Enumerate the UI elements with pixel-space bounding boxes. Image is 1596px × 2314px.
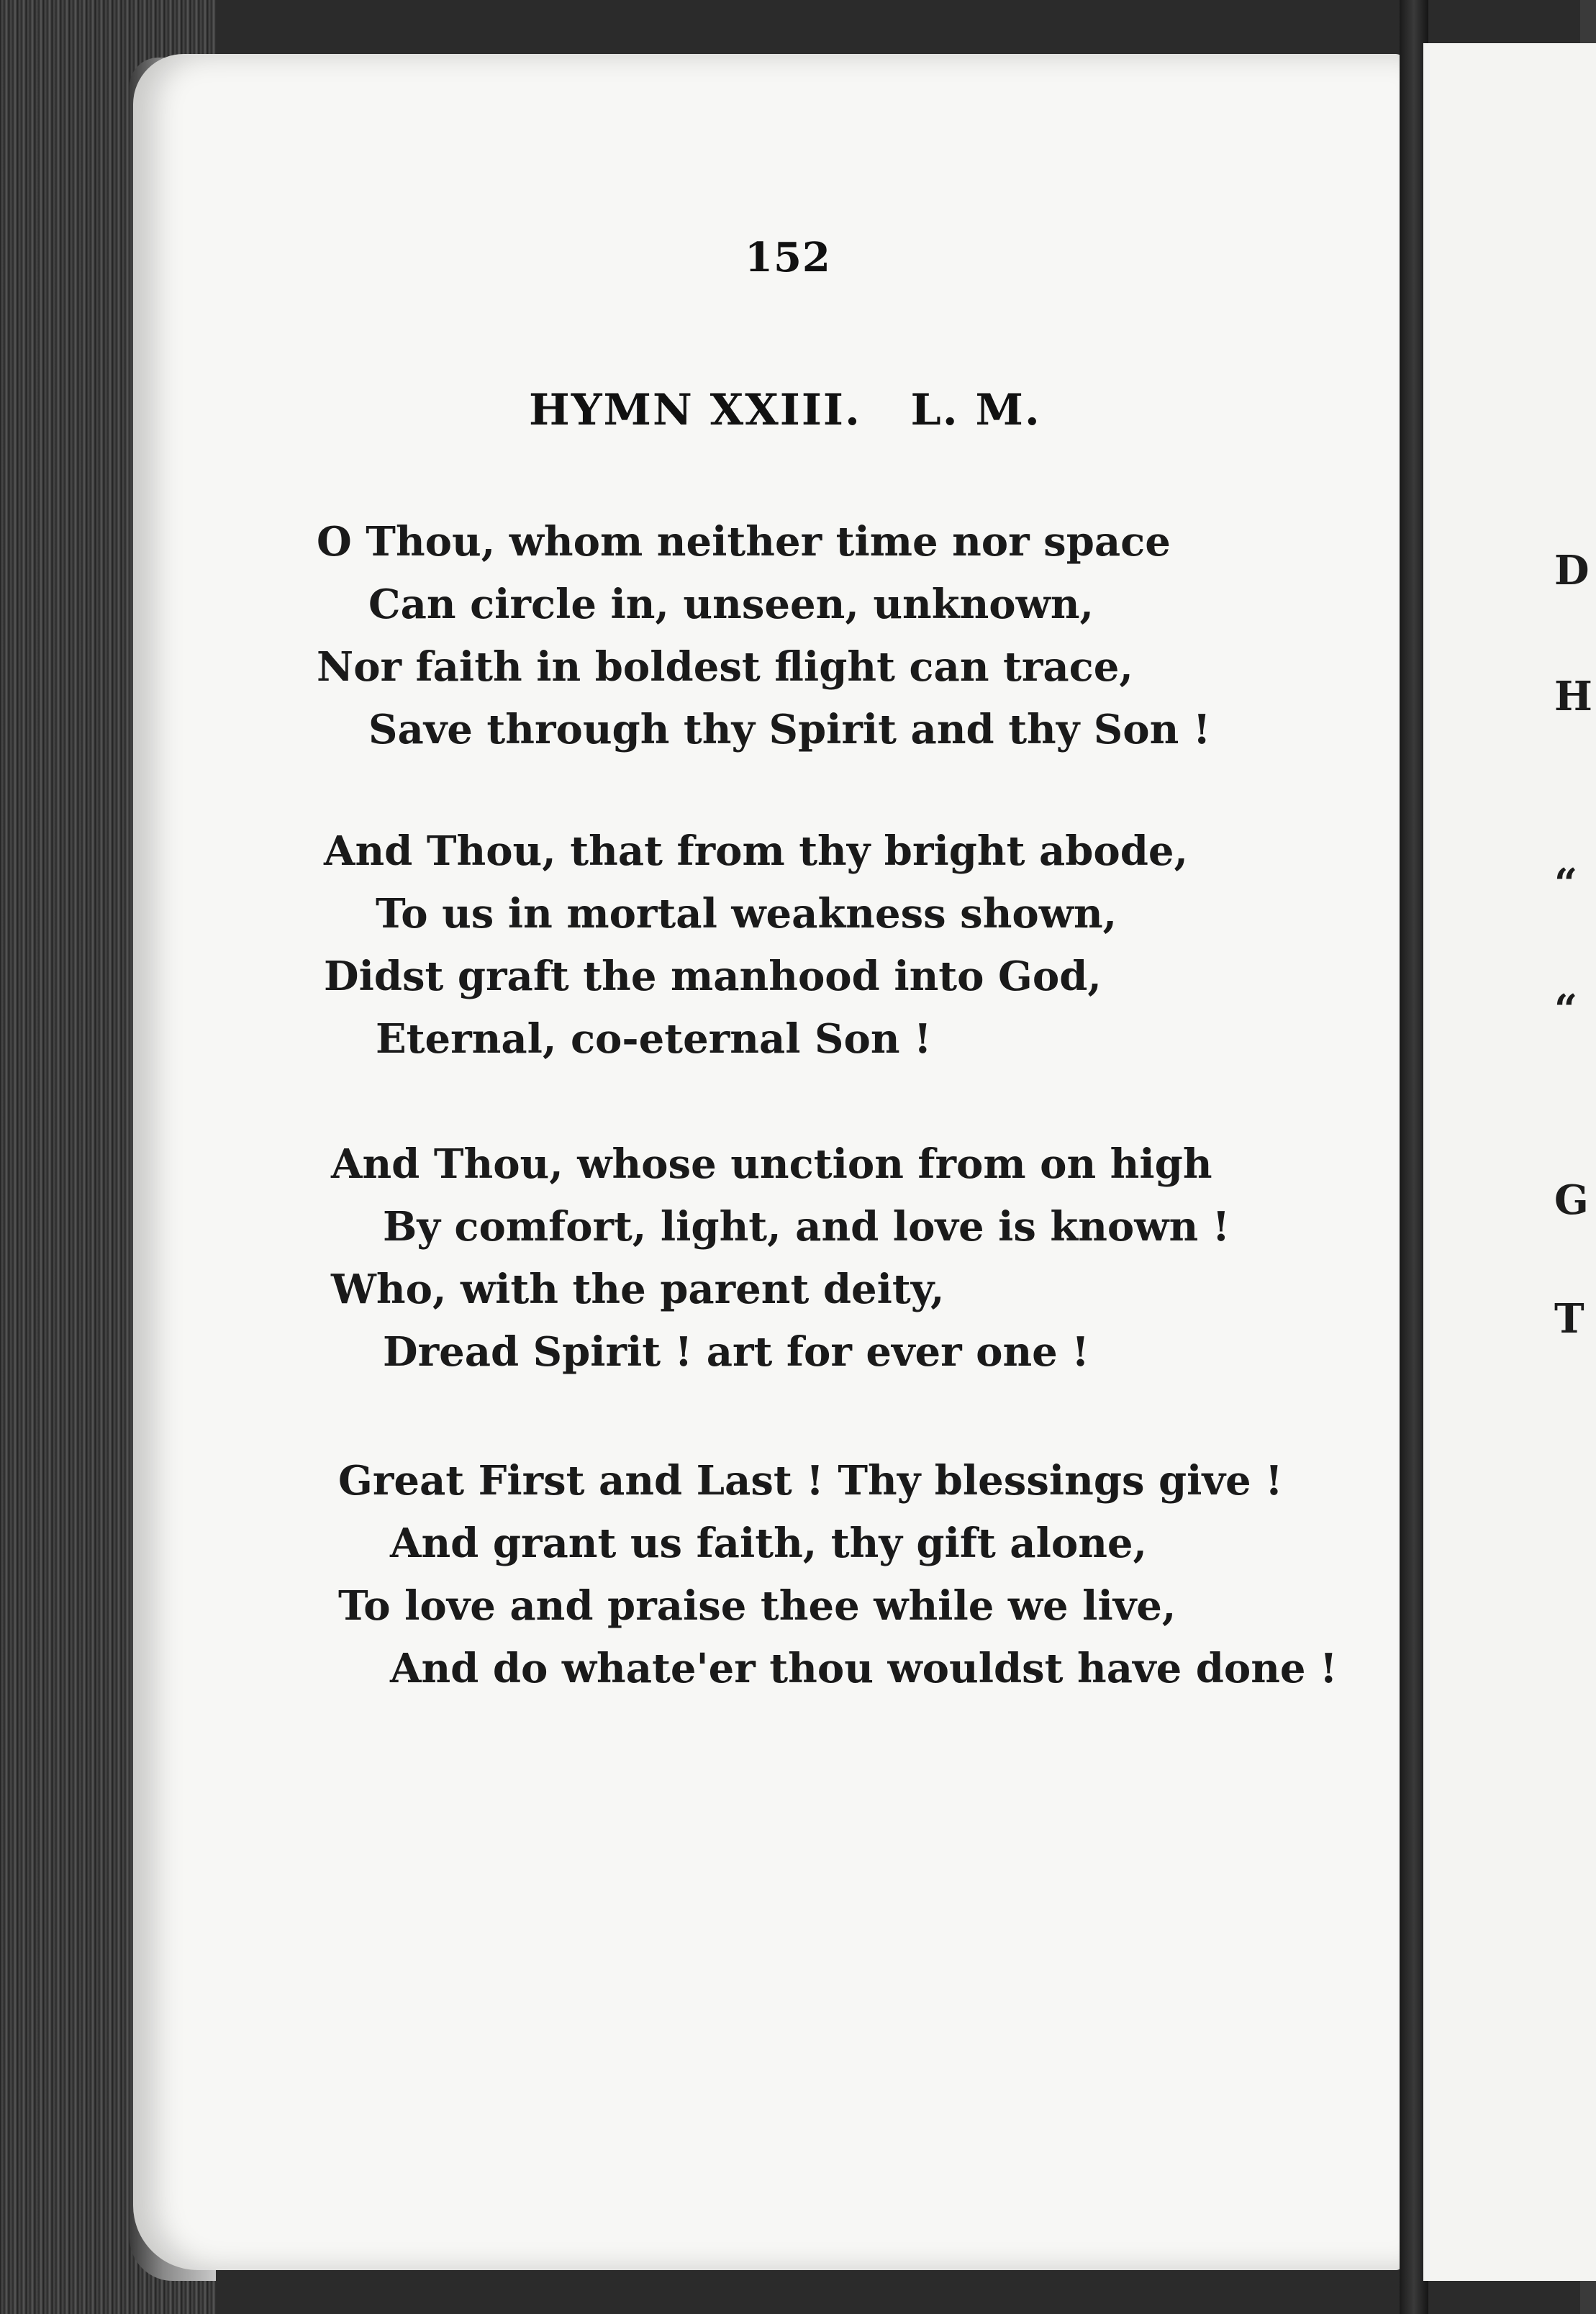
page-number: 152 bbox=[745, 234, 831, 281]
facing-page-fragment: “ bbox=[1554, 860, 1578, 907]
verse-line: O Thou, whom neither time nor space bbox=[317, 518, 1171, 566]
verse-line: And Thou, that from thy bright abode, bbox=[324, 827, 1189, 875]
verse-line: And Thou, whose unction from on high bbox=[331, 1140, 1212, 1188]
facing-page bbox=[1423, 43, 1596, 2281]
stanza-3 bbox=[331, 1133, 1230, 1384]
verse-line: Who, with the parent deity, bbox=[331, 1266, 945, 1313]
facing-page-fragment: G bbox=[1554, 1176, 1589, 1224]
verse-line: Great First and Last ! Thy blessings give ! bbox=[338, 1457, 1283, 1505]
verse-line: Dread Spirit ! art for ever one ! bbox=[383, 1328, 1089, 1376]
verse-line: And do whate'er thou wouldst have done ! bbox=[390, 1645, 1338, 1692]
stanza-1 bbox=[317, 511, 1210, 761]
stanza-2 bbox=[324, 820, 1188, 1071]
verse-line: Can circle in, unseen, unknown, bbox=[368, 581, 1094, 628]
hymn-title: HYMN XXIII. L. M. bbox=[529, 385, 1041, 435]
verse-line: Save through thy Spirit and thy Son ! bbox=[368, 706, 1211, 753]
verse-line: And grant us faith, thy gift alone, bbox=[390, 1520, 1148, 1567]
facing-page-fragment: D bbox=[1554, 547, 1590, 594]
stanza-4 bbox=[338, 1450, 1338, 1700]
facing-page-fragment: T bbox=[1554, 1295, 1584, 1343]
verse-line: Eternal, co-eternal Son ! bbox=[376, 1015, 932, 1063]
verse-line: To love and praise thee while we live, bbox=[338, 1582, 1176, 1630]
facing-page-fragment: H bbox=[1554, 673, 1592, 720]
verse-line: By comfort, light, and love is known ! bbox=[383, 1203, 1230, 1251]
facing-page-fragment: “ bbox=[1554, 986, 1578, 1033]
verse-line: Nor faith in boldest flight can trace, bbox=[317, 643, 1133, 691]
verse-line: Didst graft the manhood into God, bbox=[324, 953, 1102, 1000]
verse-line: To us in mortal weakness shown, bbox=[376, 890, 1117, 938]
